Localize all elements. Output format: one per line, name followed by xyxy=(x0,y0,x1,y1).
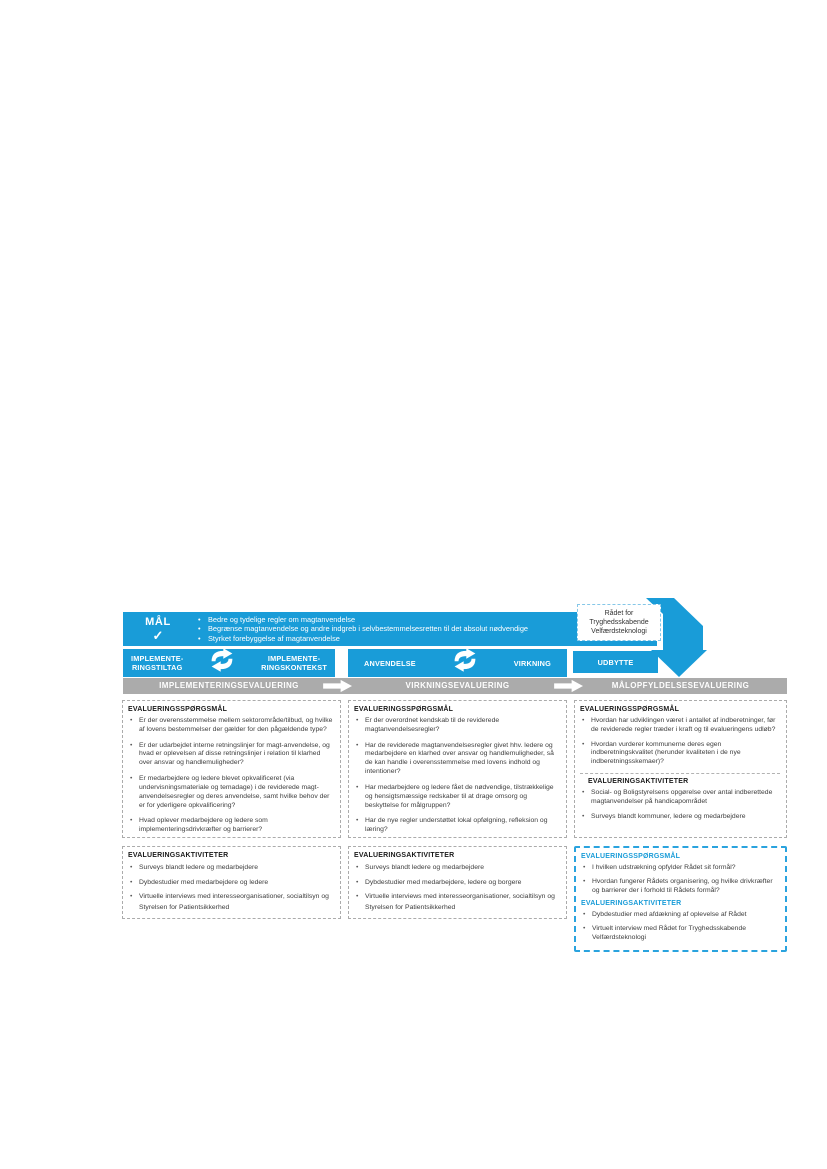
stage-label-line: RINGSKONTEKST xyxy=(261,663,327,672)
box-title: EVALUERINGSAKTIVITETER xyxy=(581,900,682,908)
question-item: • Har de reviderede magtanvendelsesregler givet hhv. ledere og medarbejdere en klarhed over ansvar og handlemuligheder, så de kan handle i overensstemmelse med lovens indhold og intentioner? xyxy=(354,742,560,777)
right-arrow-icon xyxy=(553,679,585,693)
right-arrow-icon xyxy=(322,679,354,693)
goal-label xyxy=(135,616,181,642)
box-title: EVALUERINGSSPØRGSMÅL xyxy=(354,706,454,713)
box-title: EVALUERINGSSPØRGSMÅL xyxy=(580,706,680,713)
question-item: • I hvilken udstrækning opfylder Rådet sit formål? xyxy=(581,864,779,873)
question-item: • Hvordan vurderer kommunerne deres egen indberetningskvalitet (herunder kvaliteten i de nye indberetningsskemaer)? xyxy=(580,741,780,767)
question-list xyxy=(354,717,560,835)
cycle-arrows-icon xyxy=(209,648,235,672)
stage-label-line: IMPLEMENTE- xyxy=(131,654,184,663)
stage-label-line: IMPLEMENTE- xyxy=(267,654,321,663)
question-item: • Er medarbejdere og ledere blevet opkvalificeret (via undervisningsmateriale og temadage) i de reviderede magt-anvendelsesregler og deres anvendelse, samt hvilke behov der er for yderligere opkvalificering? xyxy=(128,775,334,810)
goal-bullet: • Styrket forebyggelse af magtanvendelse xyxy=(197,634,528,643)
activity-item: • Virtuelle interviews med interesseorganisationer, socialtilsyn og Styrelsen for Patientsikkerhed xyxy=(128,892,334,913)
box-title: EVALUERINGSAKTIVITETER xyxy=(354,852,455,859)
stage-label-implementeringskontekst xyxy=(261,654,327,672)
question-item: • Har de nye regler understøttet lokal opfølgning, refleksion og læring? xyxy=(354,817,560,835)
council-box-line: Velfærdsteknologi xyxy=(591,628,647,635)
activity-item: • Dybdestudier med afdækning af oplevelse af Rådet xyxy=(581,911,779,920)
activity-list xyxy=(128,863,334,913)
activity-item: • Dybdestudier med medarbejdere, ledere og borgere xyxy=(354,878,560,889)
stage-label-udbytte: UDBYTTE xyxy=(597,657,634,667)
activities-box-implementering xyxy=(122,846,341,919)
box-title: EVALUERINGSSPØRGSMÅL xyxy=(128,706,228,713)
activity-item: • Dybdestudier med medarbejdere og ledere xyxy=(128,878,334,889)
goal-bullet: • Begrænse magtanvendelse og andre indgreb i selvbestemmelsesretten til det absolut nødvendige xyxy=(197,624,528,633)
activity-item: • Surveys blandt ledere og medarbejdere xyxy=(128,863,334,874)
eval-bar-segment-virkning: VIRKNINGSEVALUERING xyxy=(405,681,510,690)
activity-item: • Surveys blandt kommuner, ledere og medarbejdere xyxy=(580,813,780,822)
question-item: • Hvad oplever medarbejdere og ledere som implementeringsdrivkræfter og barrierer? xyxy=(128,817,334,835)
goal-bullet: • Bedre og tydelige regler om magtanvendelse xyxy=(197,615,528,624)
box-title: EVALUERINGSSPØRGSMÅL xyxy=(581,853,681,860)
goal-bullet-list xyxy=(197,615,528,643)
council-box xyxy=(577,604,661,641)
question-item: • Er der overensstemmelse mellem sektorområde/tilbud, og hvilke af lovens bestemmelser der gælder for den pågældende type? xyxy=(128,717,334,735)
activity-list xyxy=(581,911,779,942)
question-list xyxy=(128,717,334,835)
box-title: EVALUERINGSAKTIVITETER xyxy=(128,852,229,859)
box-title: EVALUERINGSAKTIVITETER xyxy=(588,778,689,786)
stage-label-anvendelse: ANVENDELSE xyxy=(364,658,416,668)
dashed-divider xyxy=(580,773,780,774)
activity-list xyxy=(580,789,780,821)
activity-item: • Surveys blandt ledere og medarbejdere xyxy=(354,863,560,874)
goal-label-text: MÅL xyxy=(145,616,171,628)
questions-box-implementering xyxy=(122,700,341,838)
check-icon: ✓ xyxy=(152,628,164,643)
question-item: • Er der udarbejdet interne retningslinjer for magt-anvendelse, og hvad er oplevelsen af disse retningslinjer i relation til klarhed over ansvar og handlemuligheder? xyxy=(128,742,334,768)
question-item: • Hvordan har udviklingen været i antallet af indberetninger, før de reviderede regler træder i kraft og til evalueringens udløb? xyxy=(580,717,780,735)
stage-implementation xyxy=(123,649,335,677)
questions-box-virkning xyxy=(348,700,567,838)
council-box-line: Tryghedsskabende xyxy=(589,619,649,626)
eval-bar-segment-malopfyldelse: MÅLOPFYLDELSESEVALUERING xyxy=(611,681,750,690)
activity-item: • Social- og Boligstyrelsens opgørelse over antal indberettede magtanvendelser på handicapområdet xyxy=(580,789,780,807)
questions-box-malopfyldelse xyxy=(574,700,787,838)
activity-item: • Virtuelle interviews med interesseorganisationer, socialtilsyn og Styrelsen for Patientsikkerhed xyxy=(354,892,560,913)
eval-bar-segment-implementering: IMPLEMENTERINGSEVALUERING xyxy=(159,681,299,690)
question-list xyxy=(581,864,779,895)
activities-box-virkning xyxy=(348,846,567,919)
question-list xyxy=(580,717,780,767)
evaluation-bar xyxy=(123,678,787,694)
stage-label-line: RINGSTILTAG xyxy=(131,663,183,672)
council-evaluation-box xyxy=(574,846,787,952)
council-box-line: Rådet for xyxy=(604,610,634,617)
question-item: • Har medarbejdere og ledere fået de nødvendige, tilstrækkelige og hensigtsmæssige redskaber til at drage omsorg og beskyttelse for målgruppen? xyxy=(354,784,560,810)
stage-effect xyxy=(348,649,567,677)
stage-label-virkning: VIRKNING xyxy=(513,658,551,668)
activity-item: • Virtuelt interview med Rådet for Tryghedsskabende Velfærdsteknologi xyxy=(581,925,779,943)
question-item: • Er der overordnet kendskab til de reviderede magtanvendelsesregler? xyxy=(354,717,560,735)
activity-list xyxy=(354,863,560,913)
cycle-arrows-icon xyxy=(452,648,478,672)
stage-label-implementeringstiltag xyxy=(131,654,183,672)
question-item: • Hvordan fungerer Rådets organisering, og hvilke drivkræfter og barrierer der i forhold til Rådets formål? xyxy=(581,878,779,896)
